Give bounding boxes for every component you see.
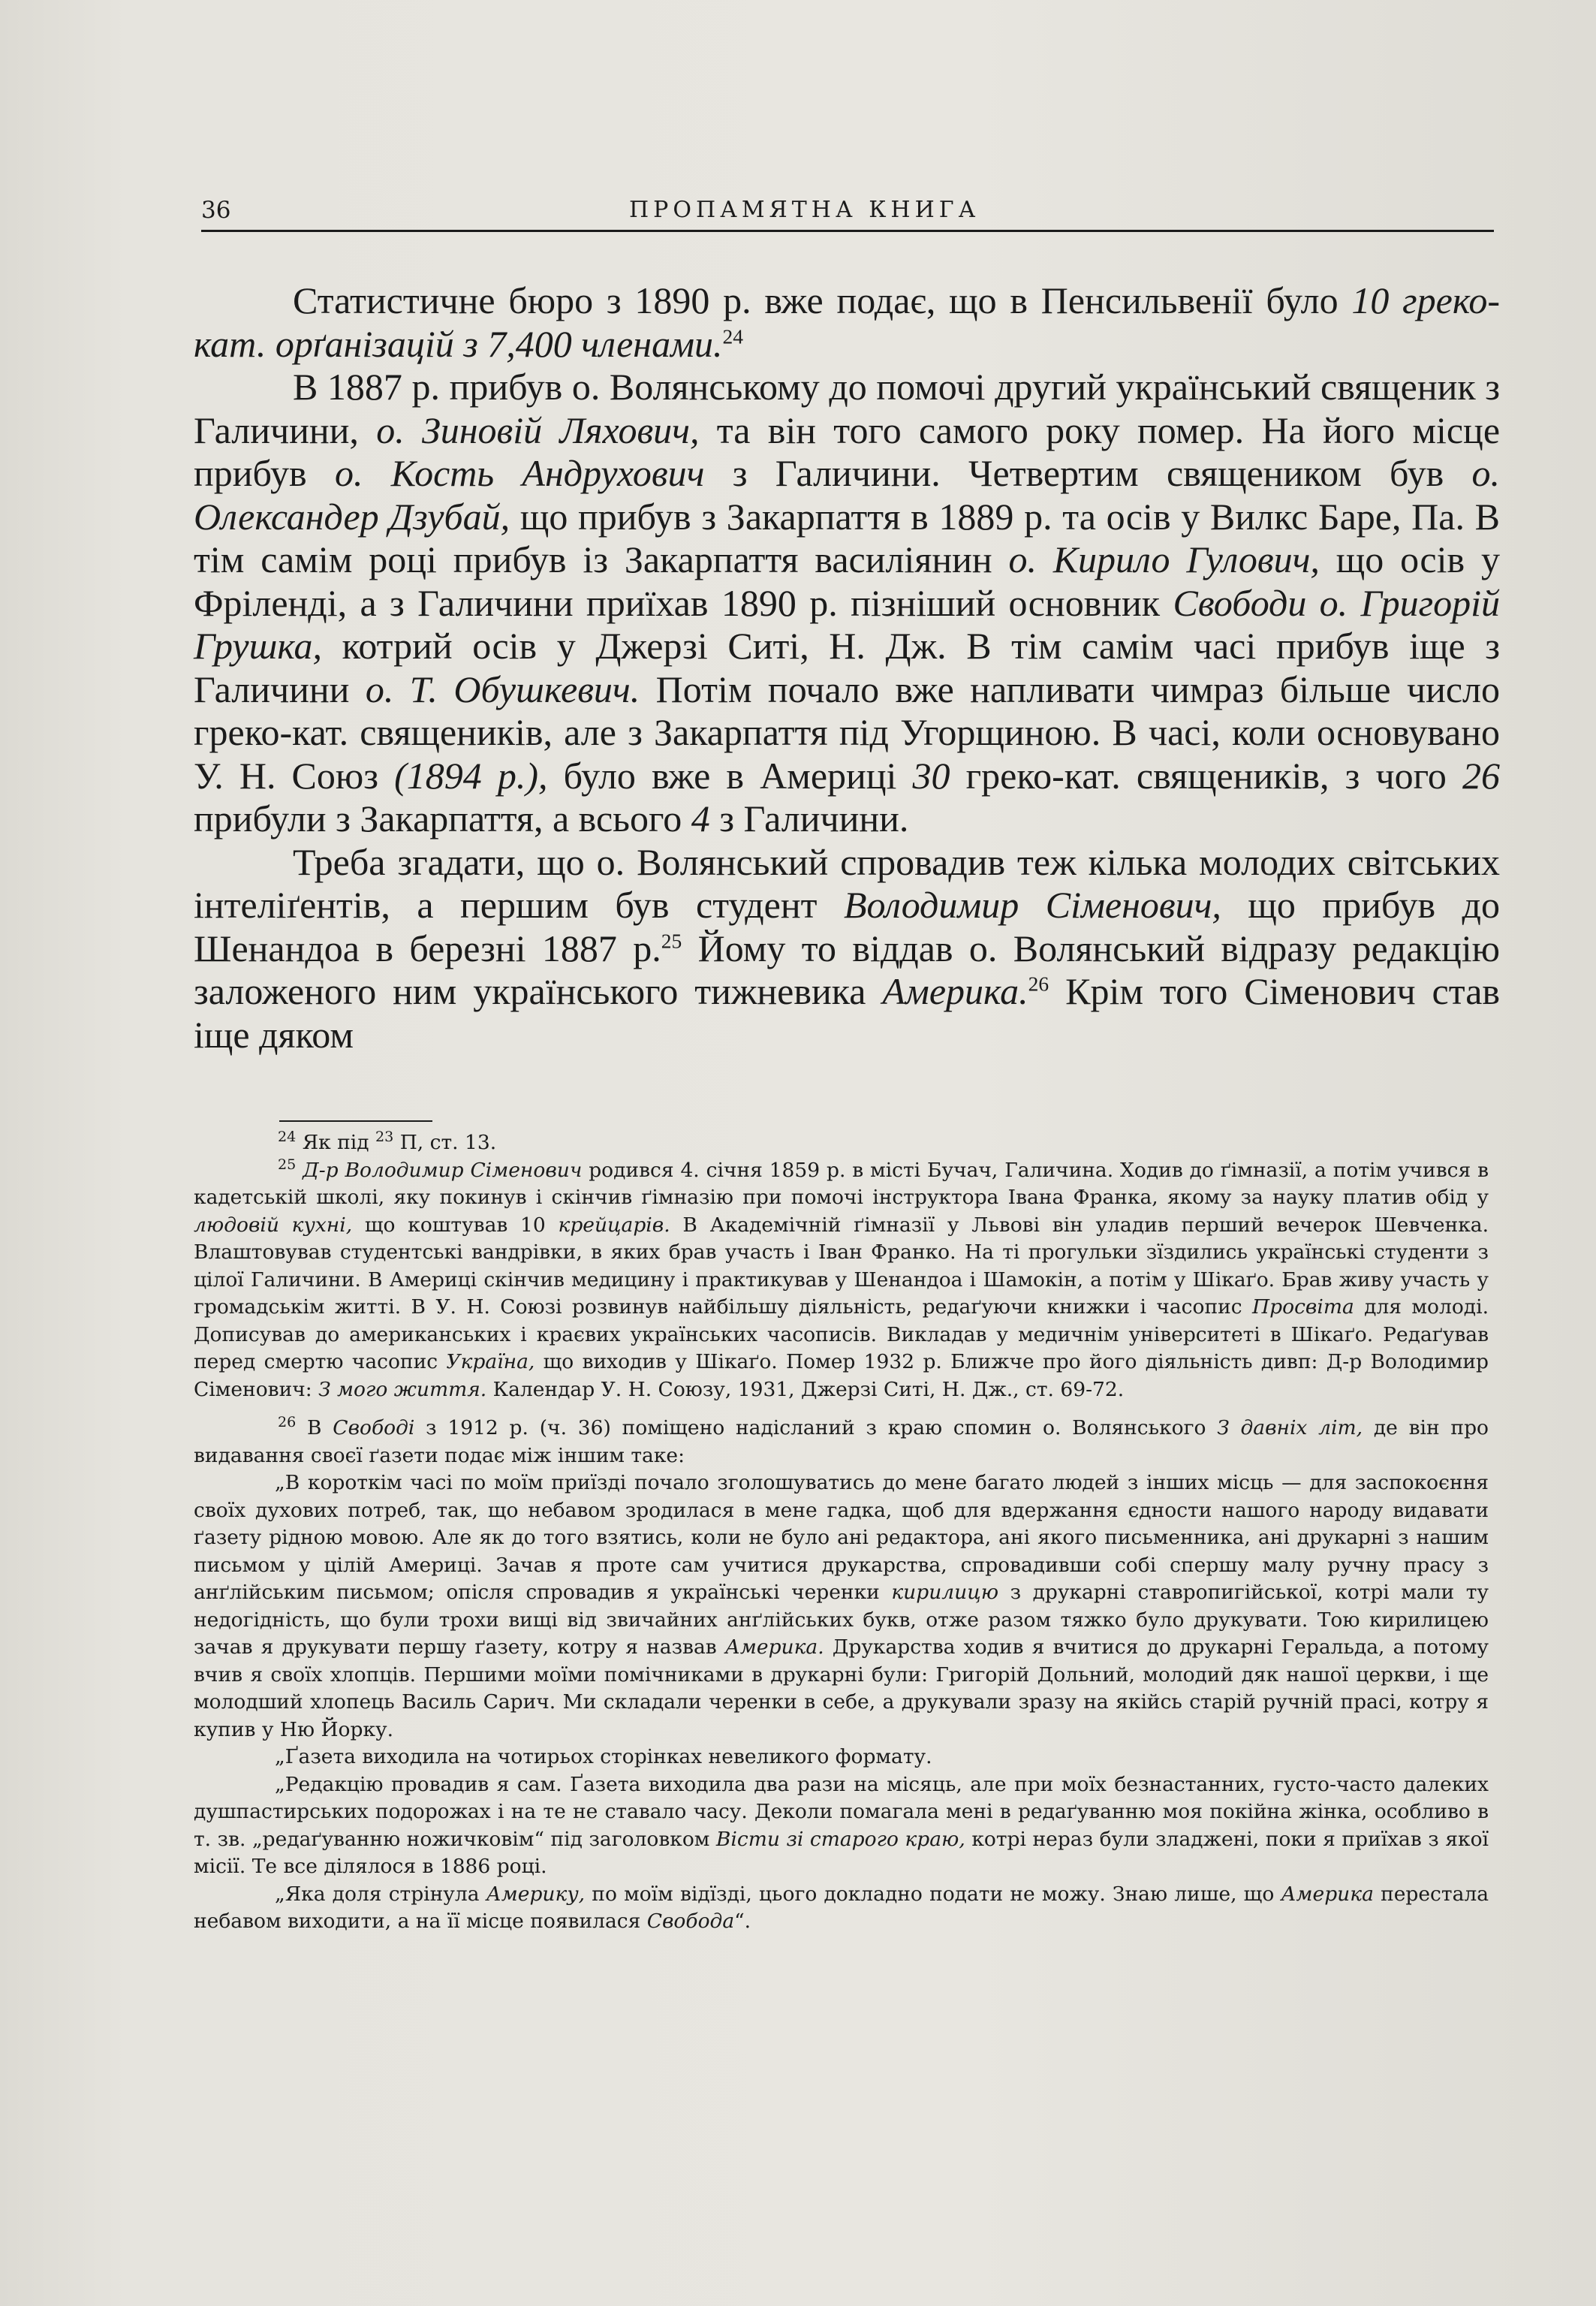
header-rule xyxy=(201,230,1494,232)
footnote-rule xyxy=(279,1120,432,1122)
running-title: ПРОПАМЯТНА КНИГА xyxy=(629,197,980,223)
footnote-ref: 25 xyxy=(661,928,682,952)
footnote-26: $^{26}$ В Свободі з 1912 р. (ч. 36) поміщено надісланий з краю спомин о. Волянського З давніх літ, де він про видавання своєї ґазети подає між іншим таке: xyxy=(194,1414,1489,1467)
footnotes xyxy=(194,1129,1489,1936)
quote-paragraph: „В короткім часі по моїм приїзді почало зголошуватись до мене багато людей з інших місць — для заспокоєння своїх духових потреб, так, що небавом зродилася в мене гадка, щоб для вдержання єдности нашого народу видавати ґазету рідною мовою. Але як до того взятись, коли не було ані редактора, ані якого письменника, ані друкарні з нашим письмом у цілій Америці. Зачав я проте сам учитися друкарства, спровадивши собі спершу малу ручну прасу з анґлійським письмом; опісля спровадив я українські черенки кирилицю з друкарні ставропигійської, котрі мали ту недогідність, що були трохи вищі від звичайних анґлійських букв, отже разом тяжко було друкувати. Тою кирилицею зачав я друкувати першу ґазету, котру я назвав Америка. Друкарства ходив я вчитися до друкарні Геральда, а потому вчив я своїх хлопців. Першими моїми помічниками в друкарні були: Григорій Дольний, молодий дяк нашої церкви, і ще молодший хлопець Василь Сарич. Ми складали черенки в себе, а друкували зразу на якійсь старій ручній прасі, котру я купив у Ню Йорку. xyxy=(194,1471,1489,1741)
paragraph: Статистичне бюро з 1890 р. вже подає, що в Пенсильвенії було 10 греко-кат. орґанізацій з 7,400 членами.$^{24}$ xyxy=(194,279,1500,365)
footnote-25: $^{25}$ Д-р Володимир Сіменович родився 4. січня 1859 р. в місті Бучач, Галичина. Ходив до ґімназії, а потім учився в кадетській школі, яку покинув і скінчив ґімназію при помочі інструктора Івана Франка, якому за науку платив обід у людовій кухні, що коштував 10 крейцарів. В Академічній ґімназії у Львові він уладив перший вечерок Шевченка. Влаштовував студентські вандрівки, в яких брав участь і Іван Франко. На ті прогульки зїздились українські студенти з цілої Галичини. В Америці скінчив медицину і практикував у Шенандоа і Шамокін, а потім у Шікаґо. Брав живу участь у громадськім житті. В У. Н. Союзі розвинув найбільшу діяльність, редаґуючи книжки і часопис Просвіта для молоді. Дописував до американських і краєвих українських часописів. Викладав у медичнім університеті в Шікаґо. Редаґував перед смертю часопис Україна, що виходив у Шікаґо. Помер 1932 р. Ближче про його діяльність дивп: Д-р Володимир Сіменович: З мого життя. Календар У. Н. Союзу, 1931, Джерзі Ситі, Н. Дж., ст. 69-72. xyxy=(194,1156,1489,1401)
footnote-24: $^{24}$ Як під $^{23}$ П, ст. 13. xyxy=(278,1129,497,1154)
quote-paragraph: „Редакцію провадив я сам. Ґазета виходила два рази на місяць, але при моїх безнастанних, густо-часто далеких душпастирських подорожах і на те не ставало часу. Деколи помагала мені в редаґуванню моя покійна жінка, особливо в т. зв. „редаґуванню ножичковім“ під заголовком Вісти зі старого краю, котрі нераз були зладжені, поки я приїхав з якої місії. Те все ділялося в 1886 році. xyxy=(194,1772,1489,1878)
main-text xyxy=(194,279,1500,1057)
paragraph: В 1887 р. прибув о. Волянському до помочі другий український священик з Галичини, о. Зиновій Ляхович, та він того самого року помер. На його місце прибув о. Кость Андрухович з Галичини. Четвертим священиком був о. Олександер Дзубай, що прибув з Закарпаття в 1889 р. та осів у Вилкс Баре, Па. В тім самім році прибув із Закарпаття василіянин о. Кирило Гулович, що осів у Фріленді, а з Галичини приїхав 1890 р. пізніший основник Свободи о. Григорій Грушка, котрий осів у Джерзі Ситі, Н. Дж. В тім самім часі прибув іще з Галичини о. Т. Обушкевич. Потім почало вже напливати чимраз більше число греко-кат. священиків, але з Закарпаття під Угорщиною. В часі, коли основувано У. Н. Союз (1894 р.), було вже в Америці 30 греко-кат. священиків, з чого 26 прибули з Закарпаття, а всього 4 з Галичини. xyxy=(194,366,1501,840)
footnote-ref: 26 xyxy=(1028,972,1049,996)
quote-paragraph: „Ґазета виходила на чотирьох сторінках невеликого формату. xyxy=(275,1745,932,1768)
footnote-ref: 24 xyxy=(722,324,744,348)
page-number: 36 xyxy=(201,197,231,224)
page-header xyxy=(201,194,1494,230)
paragraph: Треба згадати, що о. Волянський спровадив теж кілька молодих світських інтеліґентів, а першим був студент Володимир Сіменович, що прибув до Шенандоа в березні 1887 р.$^{25}$ Йому то віддав о. Волянський відразу редакцію заложеного ним українського тижневика Америка.$^{26}$ Крім того Сіменович став іще дяком xyxy=(194,840,1500,1056)
quote-paragraph: „Яка доля стрінула Америку, по моїм відїзді, цього докладно подати не можу. Знаю лише, що Америка перестала небавом виходити, а на її місце появилася Свобода“. xyxy=(194,1882,1489,1933)
